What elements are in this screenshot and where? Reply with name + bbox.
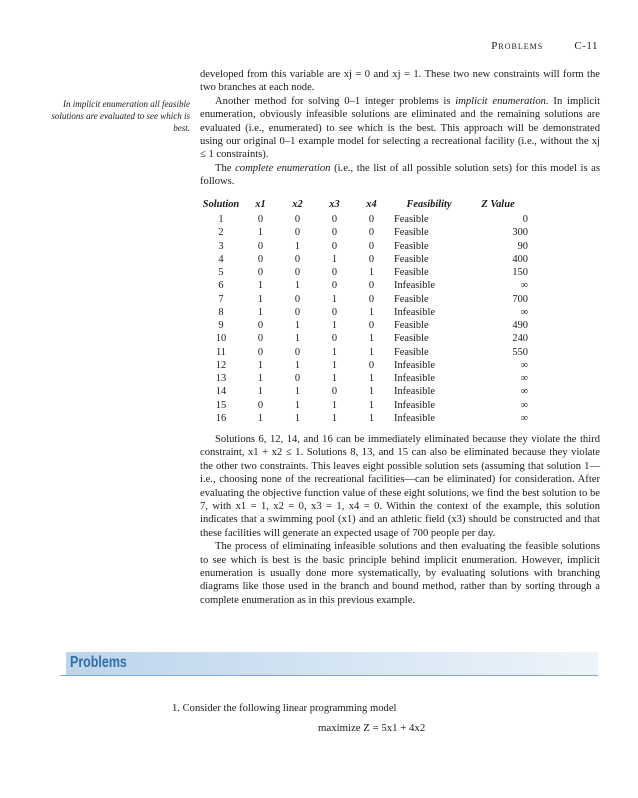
cell-x4: 1 — [368, 306, 375, 318]
cell-x3: 0 — [331, 386, 338, 398]
cell-feasibility: Infeasible — [394, 280, 435, 292]
intro-text — [200, 68, 600, 189]
cell-x4: 0 — [368, 214, 375, 225]
header-x4: x4 — [366, 199, 377, 210]
cell-solution: 2 — [218, 227, 224, 239]
cell-x2: 1 — [294, 359, 301, 371]
cell-z-value: ∞ — [520, 399, 528, 411]
table-row — [200, 240, 528, 253]
cell-x1: 1 — [257, 227, 264, 239]
cell-x1: 0 — [257, 240, 264, 252]
cell-solution: 1 — [218, 214, 224, 225]
cell-x1: 0 — [257, 346, 264, 358]
table-row — [200, 372, 528, 385]
cell-feasibility: Infeasible — [394, 306, 435, 318]
cell-solution: 14 — [215, 386, 227, 398]
cell-feasibility: Infeasible — [394, 359, 435, 371]
cell-x4: 1 — [368, 386, 375, 398]
header-x2: x2 — [292, 199, 303, 210]
cell-feasibility: Feasible — [394, 240, 429, 252]
cell-x4: 1 — [368, 399, 375, 411]
cell-x2: 1 — [294, 386, 301, 398]
discussion-text — [200, 433, 600, 607]
table-row — [200, 213, 528, 226]
cell-solution: 12 — [215, 359, 227, 371]
table-body — [200, 213, 528, 425]
cell-x4: 0 — [368, 359, 375, 371]
cell-x3: 1 — [331, 359, 338, 371]
cell-x1: 0 — [257, 399, 264, 411]
table-row — [200, 306, 528, 319]
header-x3: x3 — [329, 199, 340, 210]
cell-x4: 1 — [368, 333, 375, 345]
cell-x2: 1 — [294, 240, 301, 252]
table-header-row — [200, 196, 528, 213]
table-row — [200, 293, 528, 306]
cell-z-value: 300 — [512, 227, 528, 239]
cell-x1: 1 — [257, 359, 264, 371]
cell-z-value: ∞ — [520, 373, 528, 384]
cell-x3: 1 — [331, 253, 338, 265]
cell-x1: 1 — [257, 280, 264, 292]
table-row — [200, 399, 528, 412]
cell-feasibility: Feasible — [394, 227, 429, 239]
cell-feasibility: Feasible — [394, 346, 429, 358]
cell-x3: 1 — [331, 346, 338, 358]
cell-x3: 1 — [331, 412, 338, 424]
cell-x3: 0 — [331, 214, 338, 225]
cell-feasibility: Feasible — [394, 253, 429, 265]
cell-x1: 0 — [257, 214, 264, 225]
cell-z-value: 700 — [512, 293, 528, 305]
cell-x3: 1 — [331, 399, 338, 411]
cell-x4: 0 — [368, 227, 375, 239]
header-z-value: Z Value — [481, 199, 515, 210]
cell-x3: 0 — [331, 227, 338, 239]
cell-solution: 6 — [218, 280, 224, 292]
intro-paragraph-3: The complete enumeration (i.e., the list of all possible solution sets) for this model is as follows. — [200, 162, 600, 188]
cell-z-value: ∞ — [520, 359, 528, 371]
table-row — [200, 385, 528, 398]
cell-x4: 0 — [368, 320, 375, 331]
cell-x4: 0 — [368, 240, 375, 252]
discussion-paragraph-1: Solutions 6, 12, 14, and 16 can be immediately eliminated because they violate the third constraint, x1 + x2 ≤ 1. Solutions 8, 13, and 15 can also be eliminated because they violate the other two constraints. This leaves eight possible solution sets (assuming that solution 1—i.e., choosing none of the recreational facilities—can be eliminated) for consideration. After evaluating the objective function value of these eight solutions, we find the best solution to be 7, with x1 = 1, x2 = 0, x3 = 1, x4 = 0. Within the context of the example, this solution indicates that a swimming pool (x1) and an athletic field (x3) should be constructed and that these facilities will generate an expected usage of 700 people per day. — [200, 434, 600, 539]
table-row — [200, 226, 528, 239]
cell-x4: 0 — [368, 253, 375, 265]
cell-x2: 0 — [294, 306, 301, 318]
problem-1-formula: maximize Z = 5x1 + 4x2 — [318, 722, 426, 734]
problems-heading: Problems — [70, 654, 127, 671]
cell-z-value: ∞ — [520, 306, 528, 318]
table-row — [200, 346, 528, 359]
cell-x3: 0 — [331, 306, 338, 318]
cell-x4: 0 — [368, 280, 375, 292]
table-row — [200, 266, 528, 279]
cell-feasibility: Infeasible — [394, 399, 435, 411]
cell-x1: 1 — [257, 412, 264, 424]
intro-paragraph-2: Another method for solving 0–1 integer problems is implicit enumeration. In implicit enumeration, obviously infeasible solutions are eliminated and the remaining solutions are evaluated (i.e., enumerated) to see which is the best. This approach will be demonstrated using our original 0–1 example model for selecting a recreational facility (i.e., without the xj ≤ 1 constraints). — [200, 95, 601, 161]
cell-x3: 0 — [331, 240, 338, 252]
intro-paragraph-1: developed from this variable are xj = 0 and xj = 1. These two new constraints will form the two branches at each node. — [200, 69, 600, 94]
page-number: C-11 — [574, 40, 598, 52]
cell-solution: 9 — [218, 320, 224, 331]
cell-solution: 8 — [218, 306, 224, 318]
cell-x4: 0 — [368, 293, 375, 305]
cell-z-value: 90 — [517, 240, 528, 252]
cell-z-value: ∞ — [520, 386, 528, 398]
cell-x2: 0 — [294, 373, 301, 384]
cell-x1: 0 — [257, 267, 264, 278]
cell-z-value: ∞ — [520, 280, 528, 292]
discussion-paragraph-2: The process of eliminating infeasible solutions and then evaluating the feasible solutions to see which is best is the basic principle behind implicit enumeration. However, implicit enumeration is usually done more systematically, by evaluating solutions with branching diagrams like those used in the branch and bound method, rather than by sorting through a complete enumeration as in this previous example. — [200, 541, 600, 606]
cell-x4: 1 — [368, 267, 375, 278]
cell-solution: 13 — [215, 373, 227, 384]
cell-solution: 4 — [218, 253, 224, 265]
cell-x3: 1 — [331, 293, 338, 305]
cell-solution: 3 — [218, 240, 224, 252]
cell-feasibility: Infeasible — [394, 373, 435, 384]
problem-1: 1. Consider the following linear programming model — [172, 703, 397, 714]
cell-solution: 10 — [215, 333, 227, 345]
table-row — [200, 253, 528, 266]
cell-x3: 1 — [331, 373, 338, 384]
cell-x4: 1 — [368, 373, 375, 384]
cell-x2: 0 — [294, 267, 301, 278]
cell-solution: 5 — [218, 267, 224, 278]
header-feasibility: Feasibility — [406, 199, 452, 210]
cell-feasibility: Feasible — [394, 267, 429, 278]
cell-feasibility: Infeasible — [394, 412, 435, 424]
enumeration-table — [200, 196, 528, 425]
cell-x3: 1 — [331, 320, 338, 331]
header-solution: Solution — [202, 199, 240, 210]
cell-feasibility: Feasible — [394, 293, 429, 305]
banner-rule — [60, 675, 598, 676]
cell-x1: 1 — [257, 386, 264, 398]
cell-x2: 1 — [294, 280, 301, 292]
cell-z-value: 0 — [522, 214, 528, 225]
cell-x1: 1 — [257, 306, 264, 318]
cell-x3: 0 — [331, 267, 338, 278]
cell-x2: 0 — [294, 214, 301, 225]
header-x1: x1 — [255, 199, 266, 210]
cell-x2: 0 — [294, 253, 301, 265]
table-row — [200, 279, 528, 292]
cell-feasibility: Feasible — [394, 333, 429, 345]
cell-x1: 0 — [257, 333, 264, 345]
cell-x2: 0 — [294, 293, 301, 305]
cell-x4: 1 — [368, 346, 375, 358]
cell-x2: 1 — [294, 399, 301, 411]
running-header-section: Problems — [491, 40, 544, 52]
cell-x3: 0 — [331, 333, 338, 345]
cell-x2: 1 — [294, 412, 301, 424]
cell-solution: 7 — [218, 293, 224, 305]
cell-z-value: 150 — [512, 267, 528, 278]
cell-x1: 1 — [257, 293, 264, 305]
cell-solution: 11 — [215, 346, 226, 358]
cell-z-value: 240 — [512, 333, 528, 345]
cell-x3: 0 — [331, 280, 338, 292]
cell-x1: 0 — [257, 253, 264, 265]
problems-banner — [60, 652, 598, 676]
cell-z-value: ∞ — [520, 412, 528, 424]
cell-z-value: 550 — [512, 346, 528, 358]
table-row — [200, 412, 528, 425]
table-row — [200, 319, 528, 332]
table-row — [200, 359, 528, 372]
cell-z-value: 490 — [512, 320, 528, 331]
cell-feasibility: Feasible — [394, 320, 429, 331]
cell-x1: 1 — [257, 373, 264, 384]
cell-x2: 1 — [294, 333, 301, 345]
cell-z-value: 400 — [512, 253, 528, 265]
running-header — [491, 40, 598, 52]
margin-note: In implicit enumeration all feasible solutions are evaluated to see which is best. — [51, 99, 190, 133]
cell-solution: 15 — [215, 399, 227, 411]
cell-solution: 16 — [215, 412, 227, 424]
cell-feasibility: Feasible — [394, 214, 429, 225]
cell-x2: 0 — [294, 227, 301, 239]
table-row — [200, 332, 528, 345]
cell-feasibility: Infeasible — [394, 386, 435, 398]
cell-x4: 1 — [368, 412, 375, 424]
cell-x1: 0 — [257, 320, 264, 331]
cell-x2: 1 — [294, 320, 301, 331]
cell-x2: 0 — [294, 346, 301, 358]
banner-accent-bar — [60, 652, 66, 676]
